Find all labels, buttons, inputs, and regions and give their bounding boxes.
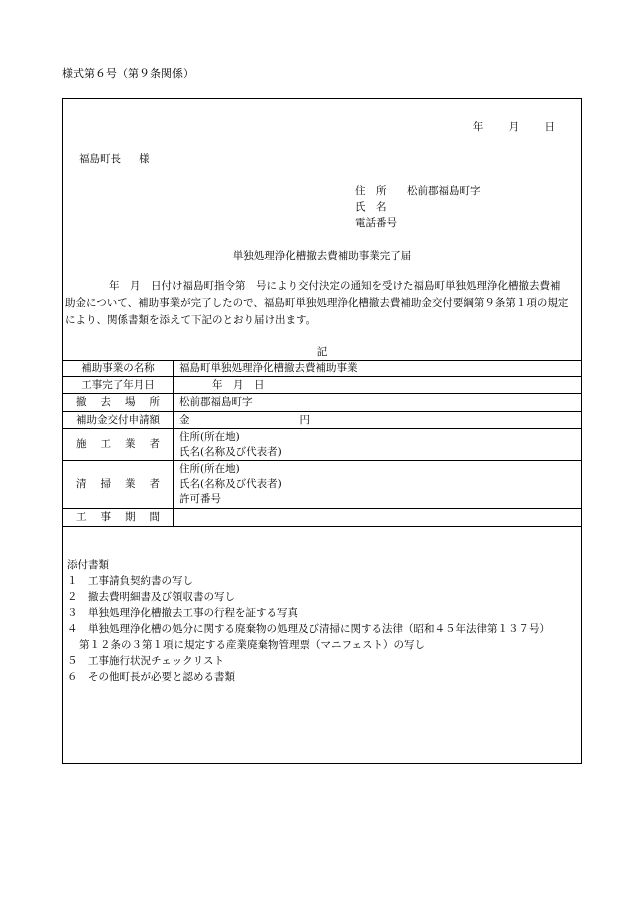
attachment-item: ２ 撤去費明細書及び領収書の写し (67, 591, 235, 603)
form-frame (62, 98, 582, 764)
period-value (174, 509, 582, 527)
amount-unit: 円 (299, 413, 310, 426)
document-title: 単独処理浄化槽撤去費補助事業完了届 (232, 250, 412, 262)
cleaner-label: 清 掃 業 者 (76, 478, 160, 490)
details-table (62, 360, 582, 527)
completion-date-value: 年 月 日 (174, 377, 582, 394)
applicant-phone-label: 電話番号 (355, 217, 397, 229)
applicant-name-label: 氏 名 (355, 201, 387, 213)
table-row (63, 361, 582, 377)
body-line-2: 助金について、補助事業が完了したので、福島町単独処理浄化槽撤去費補助金交付要綱第９条第１項の規定 (65, 297, 569, 309)
addressee-name: 福島町長 (79, 153, 121, 165)
contractor-name: 氏名(名称及び代表者) (179, 445, 282, 458)
amount-prefix: 金 (179, 413, 190, 426)
date-day: 日 (544, 121, 555, 133)
table-row (63, 509, 582, 527)
period-label: 工 事 期 間 (76, 511, 160, 523)
project-name-label: 補助事業の名称 (63, 361, 174, 377)
attachment-item: ４ 単独処理浄化槽の処分に関する廃棄物の処理及び清掃に関する法律（昭和４５年法律第１３７号） (67, 623, 550, 635)
addressee (79, 151, 150, 166)
cleaner-permit: 許可番号 (179, 493, 221, 505)
cleaner-address: 住所(所在地) (179, 463, 240, 475)
contractor-address: 住所(所在地) (179, 430, 240, 443)
project-name-value: 福島町単独処理浄化槽撤去費補助事業 (174, 361, 582, 377)
location-value: 松前郡福島町字 (174, 394, 582, 412)
table-row (63, 461, 582, 509)
date-year: 年 (472, 121, 484, 133)
contractor-label: 施 工 業 者 (76, 438, 160, 450)
table-row (63, 377, 582, 394)
cleaner-name: 氏名(名称及び代表者) (179, 478, 282, 490)
body-text (63, 278, 575, 329)
attachment-item: 第１２条の３第１項に規定する産業廃棄物管理票（マニフェスト）の写し (79, 639, 425, 651)
date-month: 月 (508, 121, 520, 133)
applicant-address-label: 住 所 (355, 185, 387, 197)
date-line (451, 119, 555, 134)
table-row (63, 412, 582, 429)
addressee-honorific: 様 (139, 153, 150, 165)
attachments (67, 557, 550, 685)
body-line-1: 年 月 日付け福島町指令第 号により交付決定の通知を受けた福島町単独処理浄化槽撤去費補 (109, 280, 561, 292)
attachment-item: ６ その他町長が必要と認める書類 (67, 671, 235, 683)
ki-heading: 記 (316, 346, 328, 358)
attachment-item: ５ 工事施行状況チェックリスト (67, 655, 224, 667)
amount-label: 補助金交付申請額 (63, 412, 174, 429)
attachments-heading: 添付書類 (67, 559, 109, 571)
completion-date-label: 工事完了年月日 (63, 377, 174, 394)
attachment-item: １ 工事請負契約書の写し (67, 575, 193, 587)
location-label: 撤 去 場 所 (76, 396, 160, 408)
attachment-item: ３ 単独処理浄化槽撤去工事の行程を証する写真 (67, 607, 298, 619)
applicant-block (355, 183, 481, 231)
table-row (63, 394, 582, 412)
form-number: 様式第６号（第９条関係） (62, 67, 194, 80)
applicant-address-value: 松前郡福島町字 (407, 185, 481, 197)
table-row (63, 429, 582, 461)
body-line-3: により、関係書類を添えて下記のとおり届け出ます。 (65, 314, 317, 326)
